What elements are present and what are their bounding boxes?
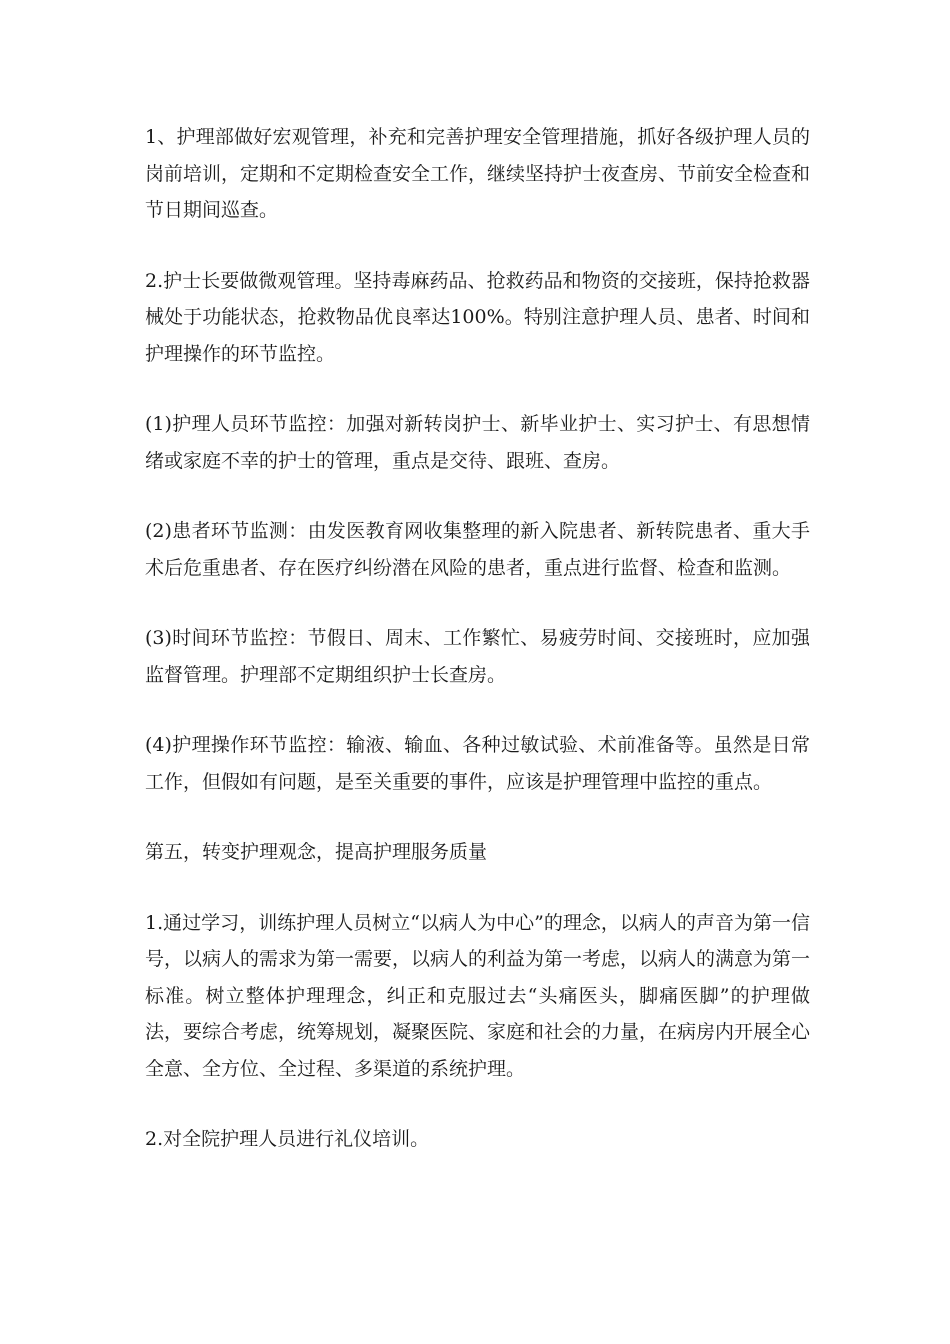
section-heading-fifth: 第五，转变护理观念，提高护理服务质量 [145, 841, 488, 863]
paragraph-patient-monitoring: (2)患者环节监测：由发医教育网收集整理的新入院患者、新转院患者、重大手术后危重患者、存在医疗纠纷潜在风险的患者，重点进行监督、检查和监测。 [145, 520, 810, 579]
paragraph-staff-monitoring: (1)护理人员环节监控：加强对新转岗护士、新毕业护士、实习护士、有思想情绪或家庭不幸的护士的管理，重点是交待、跟班、查房。 [145, 413, 810, 472]
paragraph-etiquette-training: 2.对全院护理人员进行礼仪培训。 [145, 1128, 430, 1150]
paragraph-patient-centered-care: 1.通过学习，训练护理人员树立“以病人为中心”的理念，以病人的声音为第一信号，以病人的需求为第一需要，以病人的利益为第一考虑，以病人的满意为第一标准。树立整体护理理念，纠正和克服过去“头痛医头，脚痛医脚”的护理做法，要综合考虑，统筹规划，凝聚医院、家庭和社会的力量，在病房内开展全心全意、全方位、全过程、多渠道的系统护理。 [145, 911, 811, 1080]
paragraph-operation-monitoring: (4)护理操作环节监控：输液、输血、各种过敏试验、术前准备等。虽然是日常工作，但假如有问题，是至关重要的事件，应该是护理管理中监控的重点。 [145, 734, 810, 793]
paragraph-time-monitoring: (3)时间环节监控：节假日、周末、工作繁忙、易疲劳时间、交接班时，应加强监督管理。护理部不定期组织护士长查房。 [145, 627, 810, 686]
paragraph-nursing-dept-macro-management: 1、护理部做好宏观管理，补充和完善护理安全管理措施，抓好各级护理人员的岗前培训，定期和不定期检查安全工作，继续坚持护士夜查房、节前安全检查和节日期间巡查。 [145, 126, 811, 221]
document-body [145, 119, 810, 1192]
paragraph-head-nurse-micro-management: 2.护士长要做微观管理。坚持毒麻药品、抢救药品和物资的交接班，保持抢救器械处于功能状态，抢救物品优良率达100%。特别注意护理人员、患者、时间和护理操作的环节监控。 [145, 269, 810, 365]
